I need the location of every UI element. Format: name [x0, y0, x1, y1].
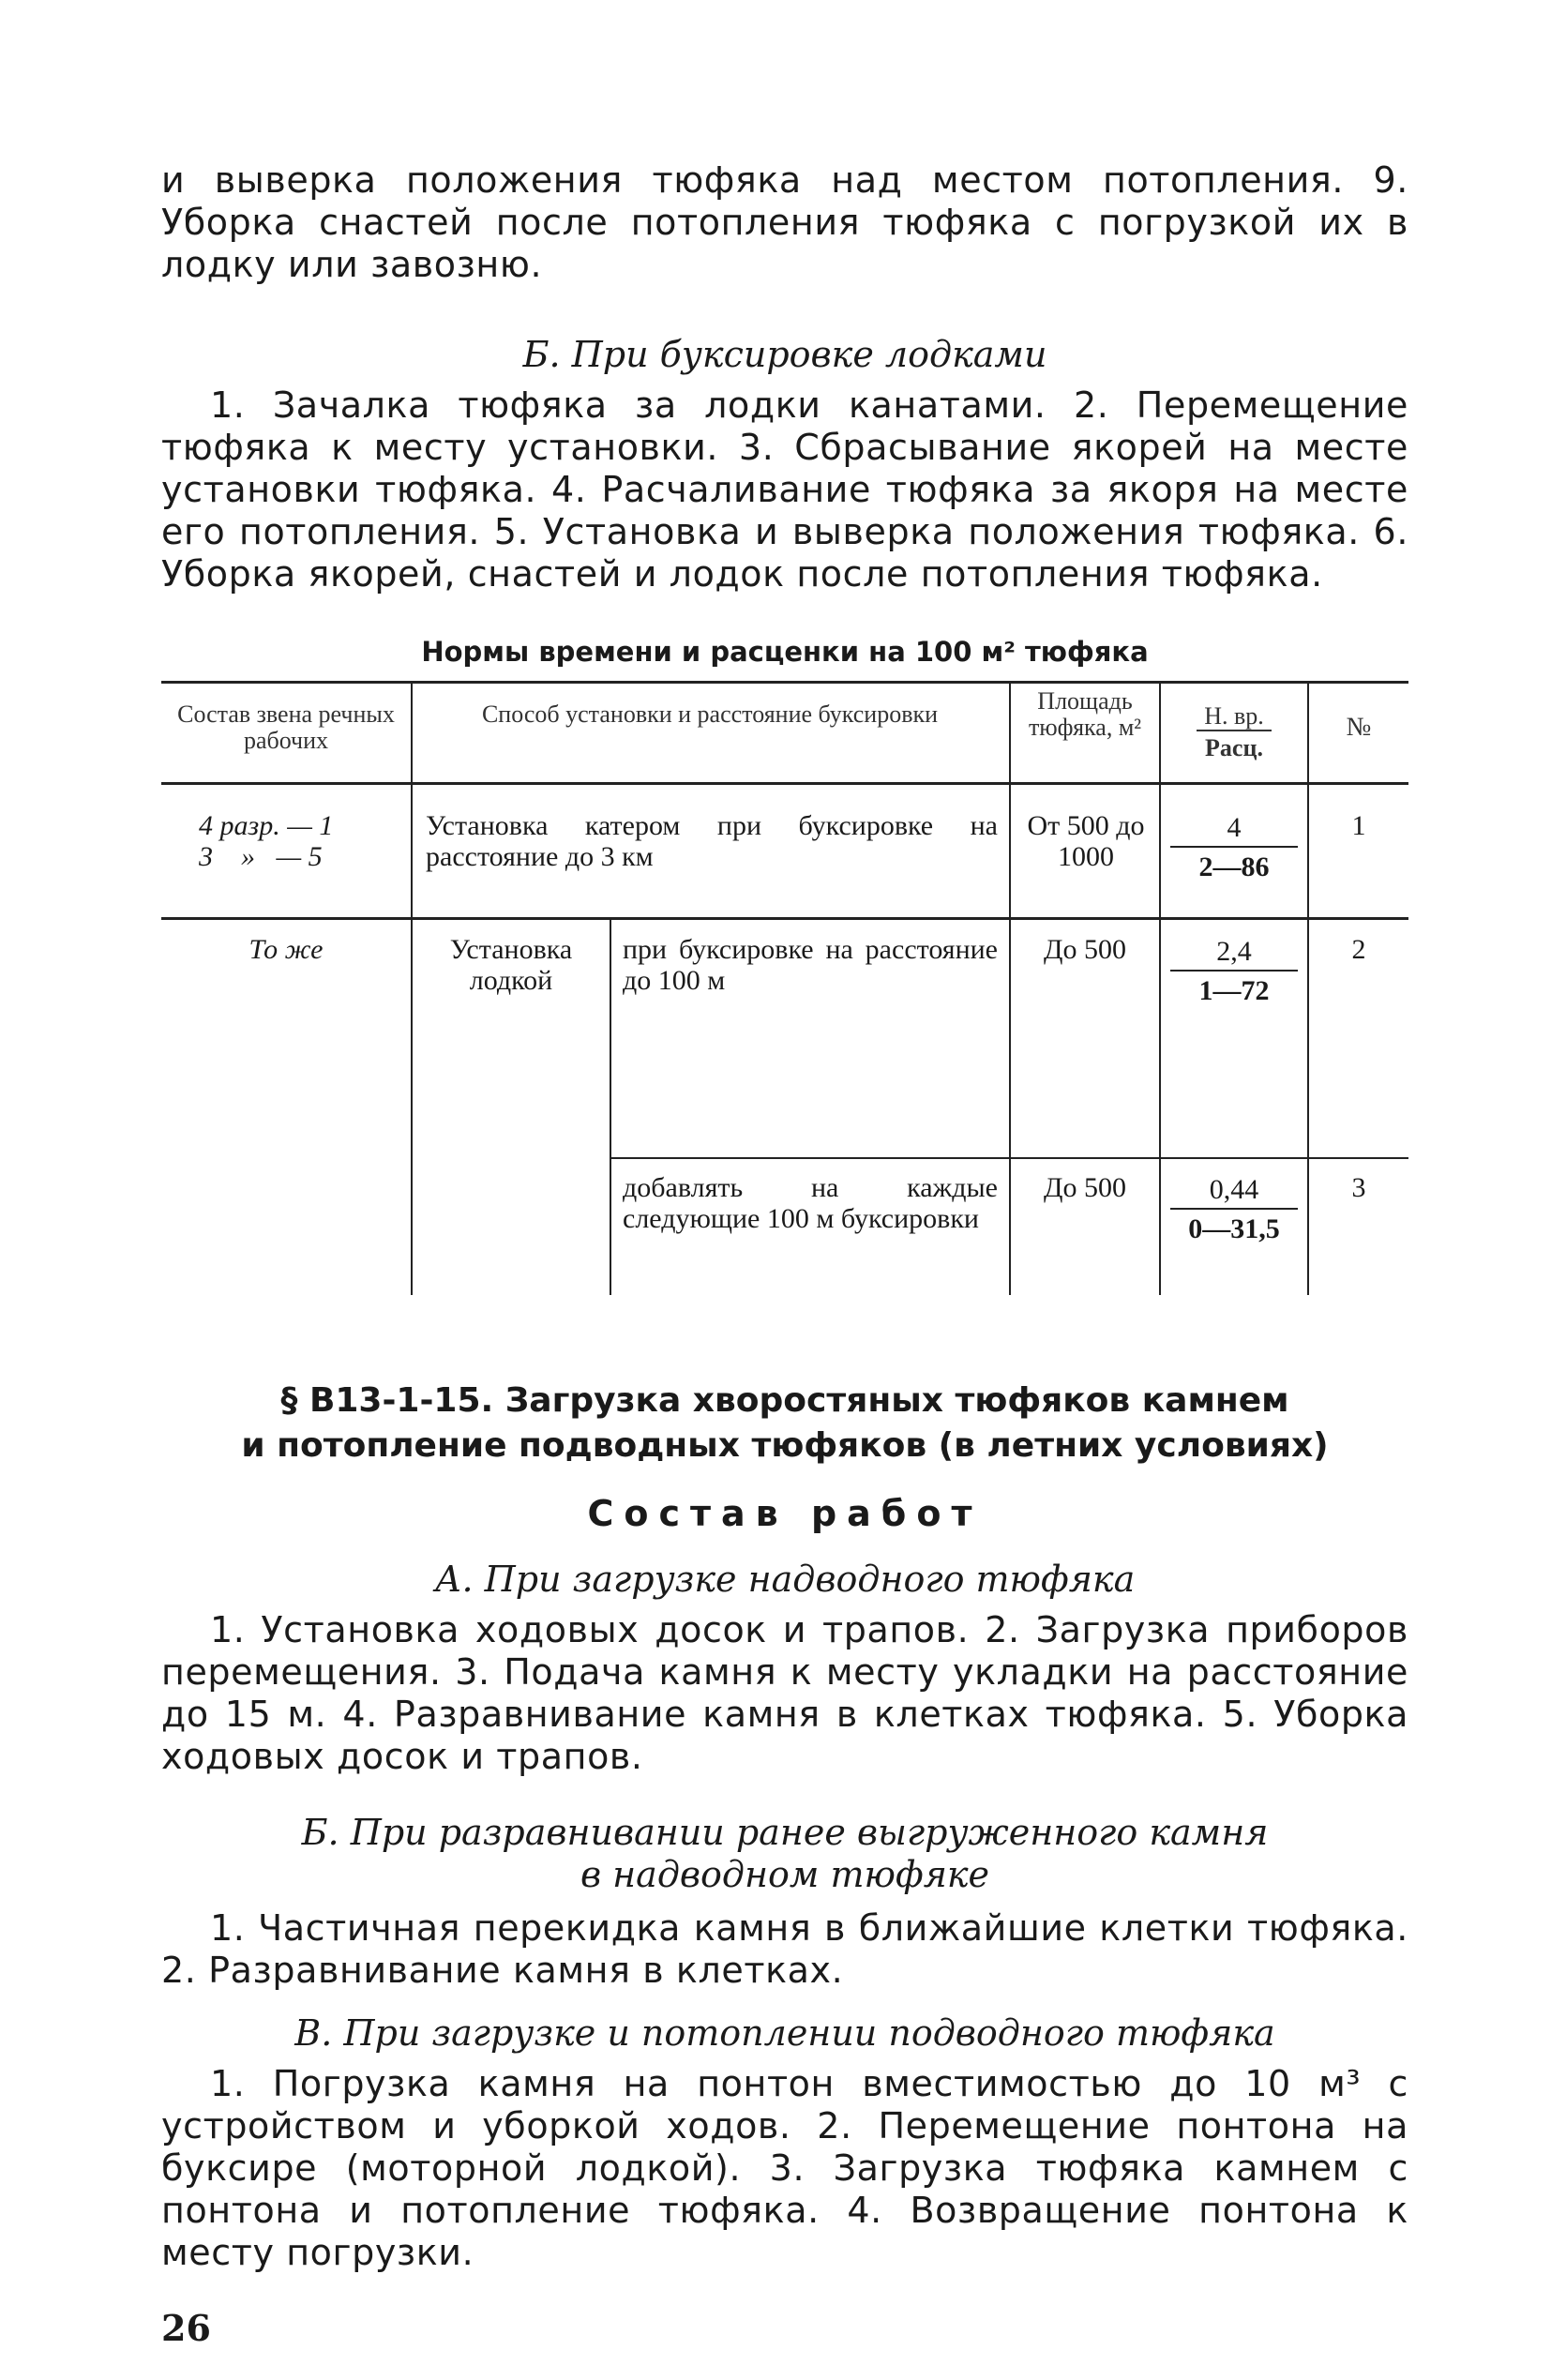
row1-crew-line1: 4 разр. — 1: [199, 810, 334, 841]
row2-crew: То же: [248, 934, 324, 965]
table-row-rule: [161, 917, 1408, 920]
row1-area: От 500 до 1000: [1027, 810, 1145, 872]
row1-method: Установка катером при буксировке на расстояние до 3 км: [426, 810, 998, 872]
subheading-leveling: [161, 1812, 1408, 1896]
header-rate: [1161, 703, 1307, 761]
section-title-line2: и потопление подводных тюфяков (в летних условиях): [241, 1426, 1329, 1465]
row2-method-group: Установка лодкой: [449, 934, 573, 996]
row3-rate: [1161, 1174, 1307, 1245]
row1-rate: [1161, 812, 1307, 883]
row1-price: 2—86: [1198, 851, 1270, 882]
row2-norm: 2,4: [1170, 936, 1298, 972]
subheading-towing-boats: Б. При буксировке лодками: [522, 334, 1047, 375]
row3-norm: 0,44: [1170, 1174, 1298, 1210]
paragraph-underwater: 1. Погрузка камня на понтон вместимостью до 10 м³ с устройством и уборкой ходов. 2. Перемещение понтона на буксире (моторной лодкой). 3. Загрузка тюфяка камнем с понтона и потопление тюфяка. 4. Возвращение понтона к месту погрузки.: [161, 2063, 1408, 2273]
paragraph-leveling: 1. Частичная перекидка камня в ближайшие клетки тюфяка. 2. Разравнивание камня в клетках.: [161, 1907, 1408, 1991]
paragraph-towing-boats: 1. Зачалка тюфяка за лодки канатами. 2. Перемещение тюфяка к месту установки. 3. Сбрасывание якорей на месте установки тюфяка. 4. Расчаливание тюфяка за якоря на месте его потопления. 5. Установка и выверка положения тюфяка. 6. Уборка якорей, снастей и лодок после потопления тюфяка.: [161, 384, 1408, 595]
subheading-surface-loading: А. При загрузке надводного тюфяка: [434, 1559, 1136, 1600]
row2-rate: [1161, 936, 1307, 1007]
row2-price: 1—72: [1198, 975, 1270, 1006]
header-method: Способ установки и расстояние буксировки: [481, 700, 939, 728]
table-title: Нормы времени и расценки на 100 м² тюфяка: [421, 636, 1149, 668]
row3-price: 0—31,5: [1188, 1213, 1280, 1244]
norms-table: [161, 681, 1408, 1300]
row1-number: 1: [1351, 810, 1366, 841]
composition-heading: Состав работ: [587, 1493, 983, 1534]
row2-method: при буксировке на расстояние до 100 м: [623, 934, 998, 996]
paragraph-surface-loading: 1. Установка ходовых досок и трапов. 2. Загрузка приборов перемещения. 3. Подача камня к месту укладки на расстояние до 15 м. 4. Разравнивание камня в клетках тюфяка. 5. Уборка ходовых досок и трапов.: [161, 1609, 1408, 1777]
table-top-rule: [161, 681, 1408, 684]
page-number: 26: [161, 2307, 211, 2349]
header-crew: Состав звена речных рабочих: [177, 700, 395, 754]
row1-crew-line2: 3 » — 5: [199, 841, 323, 872]
row1-norm: 4: [1170, 812, 1298, 848]
section-title-line1: § В13-1-15. Загрузка хворостяных тюфяков камнем: [280, 1381, 1289, 1420]
header-norm: Н. вр.: [1197, 703, 1272, 731]
row2-number: 2: [1351, 934, 1366, 965]
subheading-underwater: В. При загрузке и потоплении подводного тюфяка: [294, 2012, 1275, 2054]
table-header-rule: [161, 782, 1408, 785]
subheading-leveling-line2: в надводном тюфяке: [580, 1854, 990, 1895]
header-area: Площадь тюфяка, м²: [1028, 687, 1142, 741]
row3-number: 3: [1351, 1172, 1366, 1203]
row2-area: До 500: [1044, 934, 1126, 965]
header-number: №: [1346, 713, 1372, 742]
section-title: [161, 1378, 1408, 1469]
subheading-leveling-line1: Б. При разравнивании ранее выгруженного камня: [301, 1812, 1269, 1853]
row3-method: добавлять на каждые следующие 100 м буксировки: [623, 1172, 998, 1234]
table-col-rule: [610, 917, 611, 1295]
intro-paragraph: и выверка положения тюфяка над местом потопления. 9. Уборка снастей после потопления тюфяка с погрузкой их в лодку или завозню.: [161, 159, 1408, 285]
row1-crew: [199, 810, 414, 872]
row3-area: До 500: [1044, 1172, 1126, 1203]
header-price: Расц.: [1205, 734, 1263, 761]
